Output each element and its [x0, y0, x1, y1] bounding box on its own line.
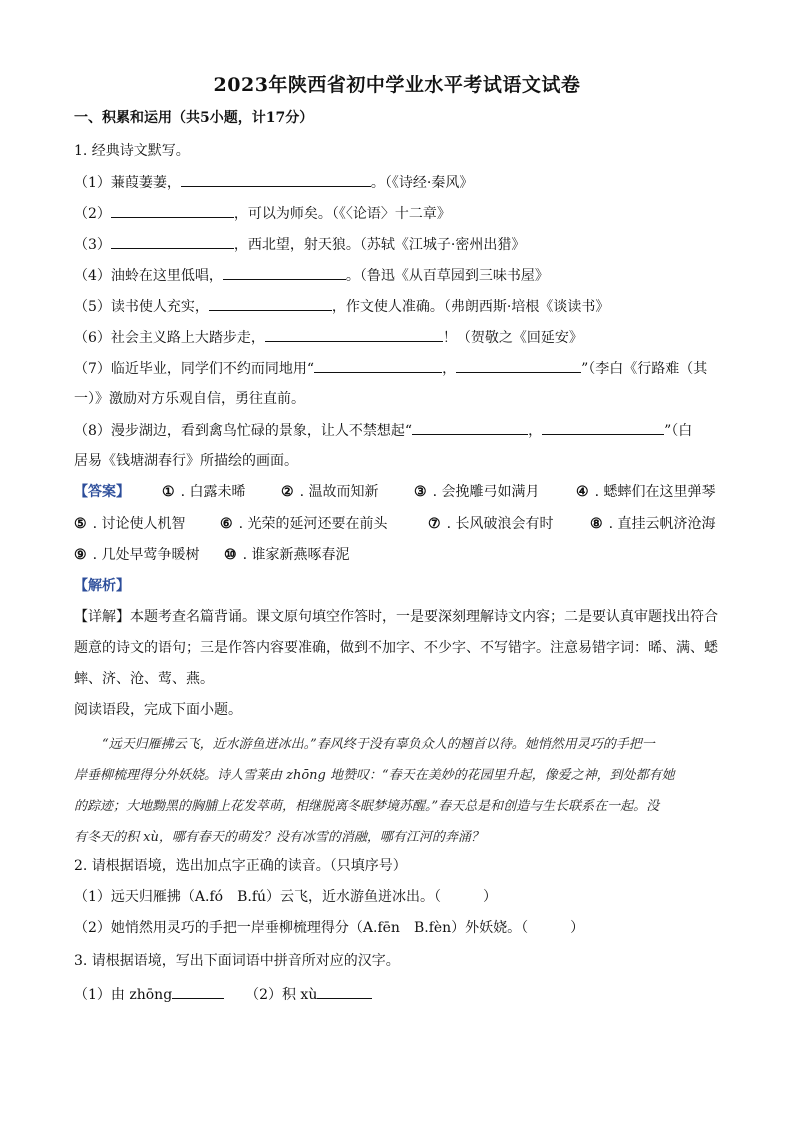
- item-text: （5）读书使人充实，: [74, 299, 209, 315]
- question-1-item-8-cont: 居易《钱塘湖春行》所描绘的画面。: [74, 453, 298, 469]
- answer-number: ⑦: [428, 516, 441, 532]
- answer-blank[interactable]: [317, 984, 372, 999]
- question-2-item-2: （2）她悄然用灵巧的手把一岸垂柳梳理得分（A.fēn B.fèn）外妖娆。（ ）: [74, 920, 585, 936]
- answer-number: ①: [162, 484, 175, 500]
- detail-line-2: 题意的诗文的语句；三是作答内容要准确，做到不加字、不少字、不写错字。注意易错字词：晞、满、蟋: [74, 640, 718, 656]
- question-3-stem: 3. 请根据语境，写出下面词语中拼音所对应的汉字。: [74, 953, 400, 969]
- answer-blank[interactable]: [456, 358, 581, 373]
- answer-blank[interactable]: [111, 234, 234, 249]
- question-2-stem: 2. 请根据语境，选出加点字正确的读音。（只填序号）: [74, 858, 407, 874]
- item-source: 。（鲁迅《从百草园到三味书屋》: [345, 268, 549, 284]
- detail-line-1: [74, 607, 724, 627]
- answer-number: ⑩: [224, 547, 237, 563]
- answer-2: [281, 482, 378, 502]
- answer-number: ⑧: [590, 516, 603, 532]
- detail-text: 本题考查名篇背诵。课文原句填空作答时，一是要深刻理解诗文内容；二是要认真审题找出符合: [130, 609, 718, 625]
- answer-text: . 蟋蟀们在这里弹琴: [594, 484, 716, 500]
- item-text: （3）: [74, 237, 111, 253]
- question-1-item-7-cont: 一）》激励对方乐观自信，勇往直前。: [74, 391, 305, 407]
- item-text: （6）社会主义路上大踏步走，: [74, 330, 265, 346]
- question-2-item-1: （1）远天归雁拂（A.fó B.fú）云飞，近水游鱼迸冰出。（ ）: [74, 889, 498, 905]
- answer-blank[interactable]: [223, 265, 346, 280]
- question-3-item-1: （1）由 zhōng: [74, 987, 173, 1003]
- section-heading: 一、积累和运用（共5小题，计17分）: [74, 110, 314, 126]
- item-text: （1）蒹葭萋萋，: [74, 175, 181, 191]
- question-1-item-3: [74, 234, 724, 255]
- passage-line-3: 的踪迹；大地黝黑的胸脯上花发萃萌，相继脱离冬眠梦境苏醒。”春天总是和创造与生长联系在一起。没: [74, 799, 660, 814]
- answer-number: ⑨: [74, 547, 87, 563]
- answer-label: 【答案】: [74, 484, 130, 500]
- item-separator: ，: [442, 361, 457, 377]
- question-1-item-2: [74, 203, 724, 224]
- item-source: ，西北望，射天狼。（苏轼《江城子·密州出猎》: [233, 237, 526, 253]
- answer-text: . 温故而知新: [299, 484, 379, 500]
- item-separator: ，: [528, 423, 543, 439]
- answer-number: ④: [576, 484, 589, 500]
- answer-blank[interactable]: [412, 420, 528, 435]
- item-source: ”（白: [664, 423, 693, 439]
- answer-blank[interactable]: [209, 296, 332, 311]
- answer-blank[interactable]: [542, 420, 664, 435]
- answer-blank[interactable]: [314, 358, 442, 373]
- answer-text: . 讨论使人机智: [92, 516, 186, 532]
- exam-title: 2023年陕西省初中学业水平考试语文试卷: [213, 74, 581, 96]
- reading-intro: 阅读语段，完成下面小题。: [74, 702, 242, 718]
- analysis-tag: 【解析】: [74, 578, 130, 594]
- question-1-item-1: [74, 172, 724, 193]
- detail-line-3: 蟀、济、沧、莺、燕。: [74, 671, 214, 687]
- answer-text: . 光荣的延河还要在前头: [238, 516, 388, 532]
- answer-4: [576, 482, 715, 502]
- answer-number: ③: [414, 484, 427, 500]
- item-source: ！（贺敬之《回延安》: [442, 330, 583, 346]
- answer-blank[interactable]: [172, 984, 224, 999]
- answer-text: . 谁家新燕啄春泥: [242, 547, 350, 563]
- answer-6: [220, 514, 387, 534]
- answer-number: ②: [281, 484, 294, 500]
- answer-text: . 会挽雕弓如满月: [432, 484, 540, 500]
- detail-tag: 【详解】: [74, 609, 130, 625]
- answer-10: [224, 545, 349, 565]
- answer-number: ⑤: [74, 516, 87, 532]
- answer-9: [74, 545, 199, 565]
- question-1-item-4: [74, 265, 724, 286]
- answer-blank[interactable]: [265, 327, 443, 342]
- passage-line-4: 有冬天的积 xù，哪有春天的萌发？没有冰雪的消融，哪有江河的奔涌？: [74, 830, 484, 845]
- analysis-label: [74, 576, 724, 596]
- answer-7: [428, 514, 553, 534]
- question-3-item-2: （2）积 xù: [245, 987, 318, 1003]
- item-text: （8）漫步湖边，看到禽鸟忙碌的景象，让人不禁想起“: [74, 423, 413, 439]
- answer-blank[interactable]: [111, 203, 234, 218]
- answer-3: [414, 482, 539, 502]
- item-text: （2）: [74, 206, 111, 222]
- answer-text: . 白露未晞: [180, 484, 246, 500]
- answer-text: . 几处早莺争暖树: [92, 547, 200, 563]
- passage-line-1: “远天归雁拂云飞，近水游鱼迸冰出。”春风终于没有辜负众人的翘首以待。她悄然用灵巧的手把一: [102, 737, 655, 752]
- answer-row-1: [74, 482, 724, 502]
- answer-8: [590, 514, 715, 534]
- question-1-item-8: [74, 420, 724, 441]
- question-1-item-7: [74, 358, 724, 379]
- item-source: ，作文使人准确。（弗朗西斯·培根《谈读书》: [331, 299, 610, 315]
- question-3-items: [74, 984, 724, 1005]
- answer-blank[interactable]: [181, 172, 371, 187]
- question-1-stem: 1. 经典诗文默写。: [74, 143, 190, 159]
- answer-5: [74, 514, 185, 534]
- item-source: ”（李白《行路难（其: [581, 361, 708, 377]
- item-source: ，可以为师矣。（《〈论语〉十二章》: [233, 206, 451, 222]
- answer-text: . 直挂云帆济沧海: [608, 516, 716, 532]
- passage-line-2: 岸垂柳梳理得分外妖娆。诗人雪莱由 zhōng 地赞叹：“春天在美妙的花园里升起，像爱之神，到处都有她: [74, 768, 675, 783]
- question-1-item-5: [74, 296, 724, 317]
- item-source: 。（《诗经·秦风》: [370, 175, 474, 191]
- question-1-item-6: [74, 327, 724, 348]
- item-text: （4）油蛉在这里低唱，: [74, 268, 223, 284]
- answer-1: [162, 482, 245, 502]
- answer-text: . 长风破浪会有时: [446, 516, 554, 532]
- answer-number: ⑥: [220, 516, 233, 532]
- item-text: （7）临近毕业，同学们不约而同地用“: [74, 361, 315, 377]
